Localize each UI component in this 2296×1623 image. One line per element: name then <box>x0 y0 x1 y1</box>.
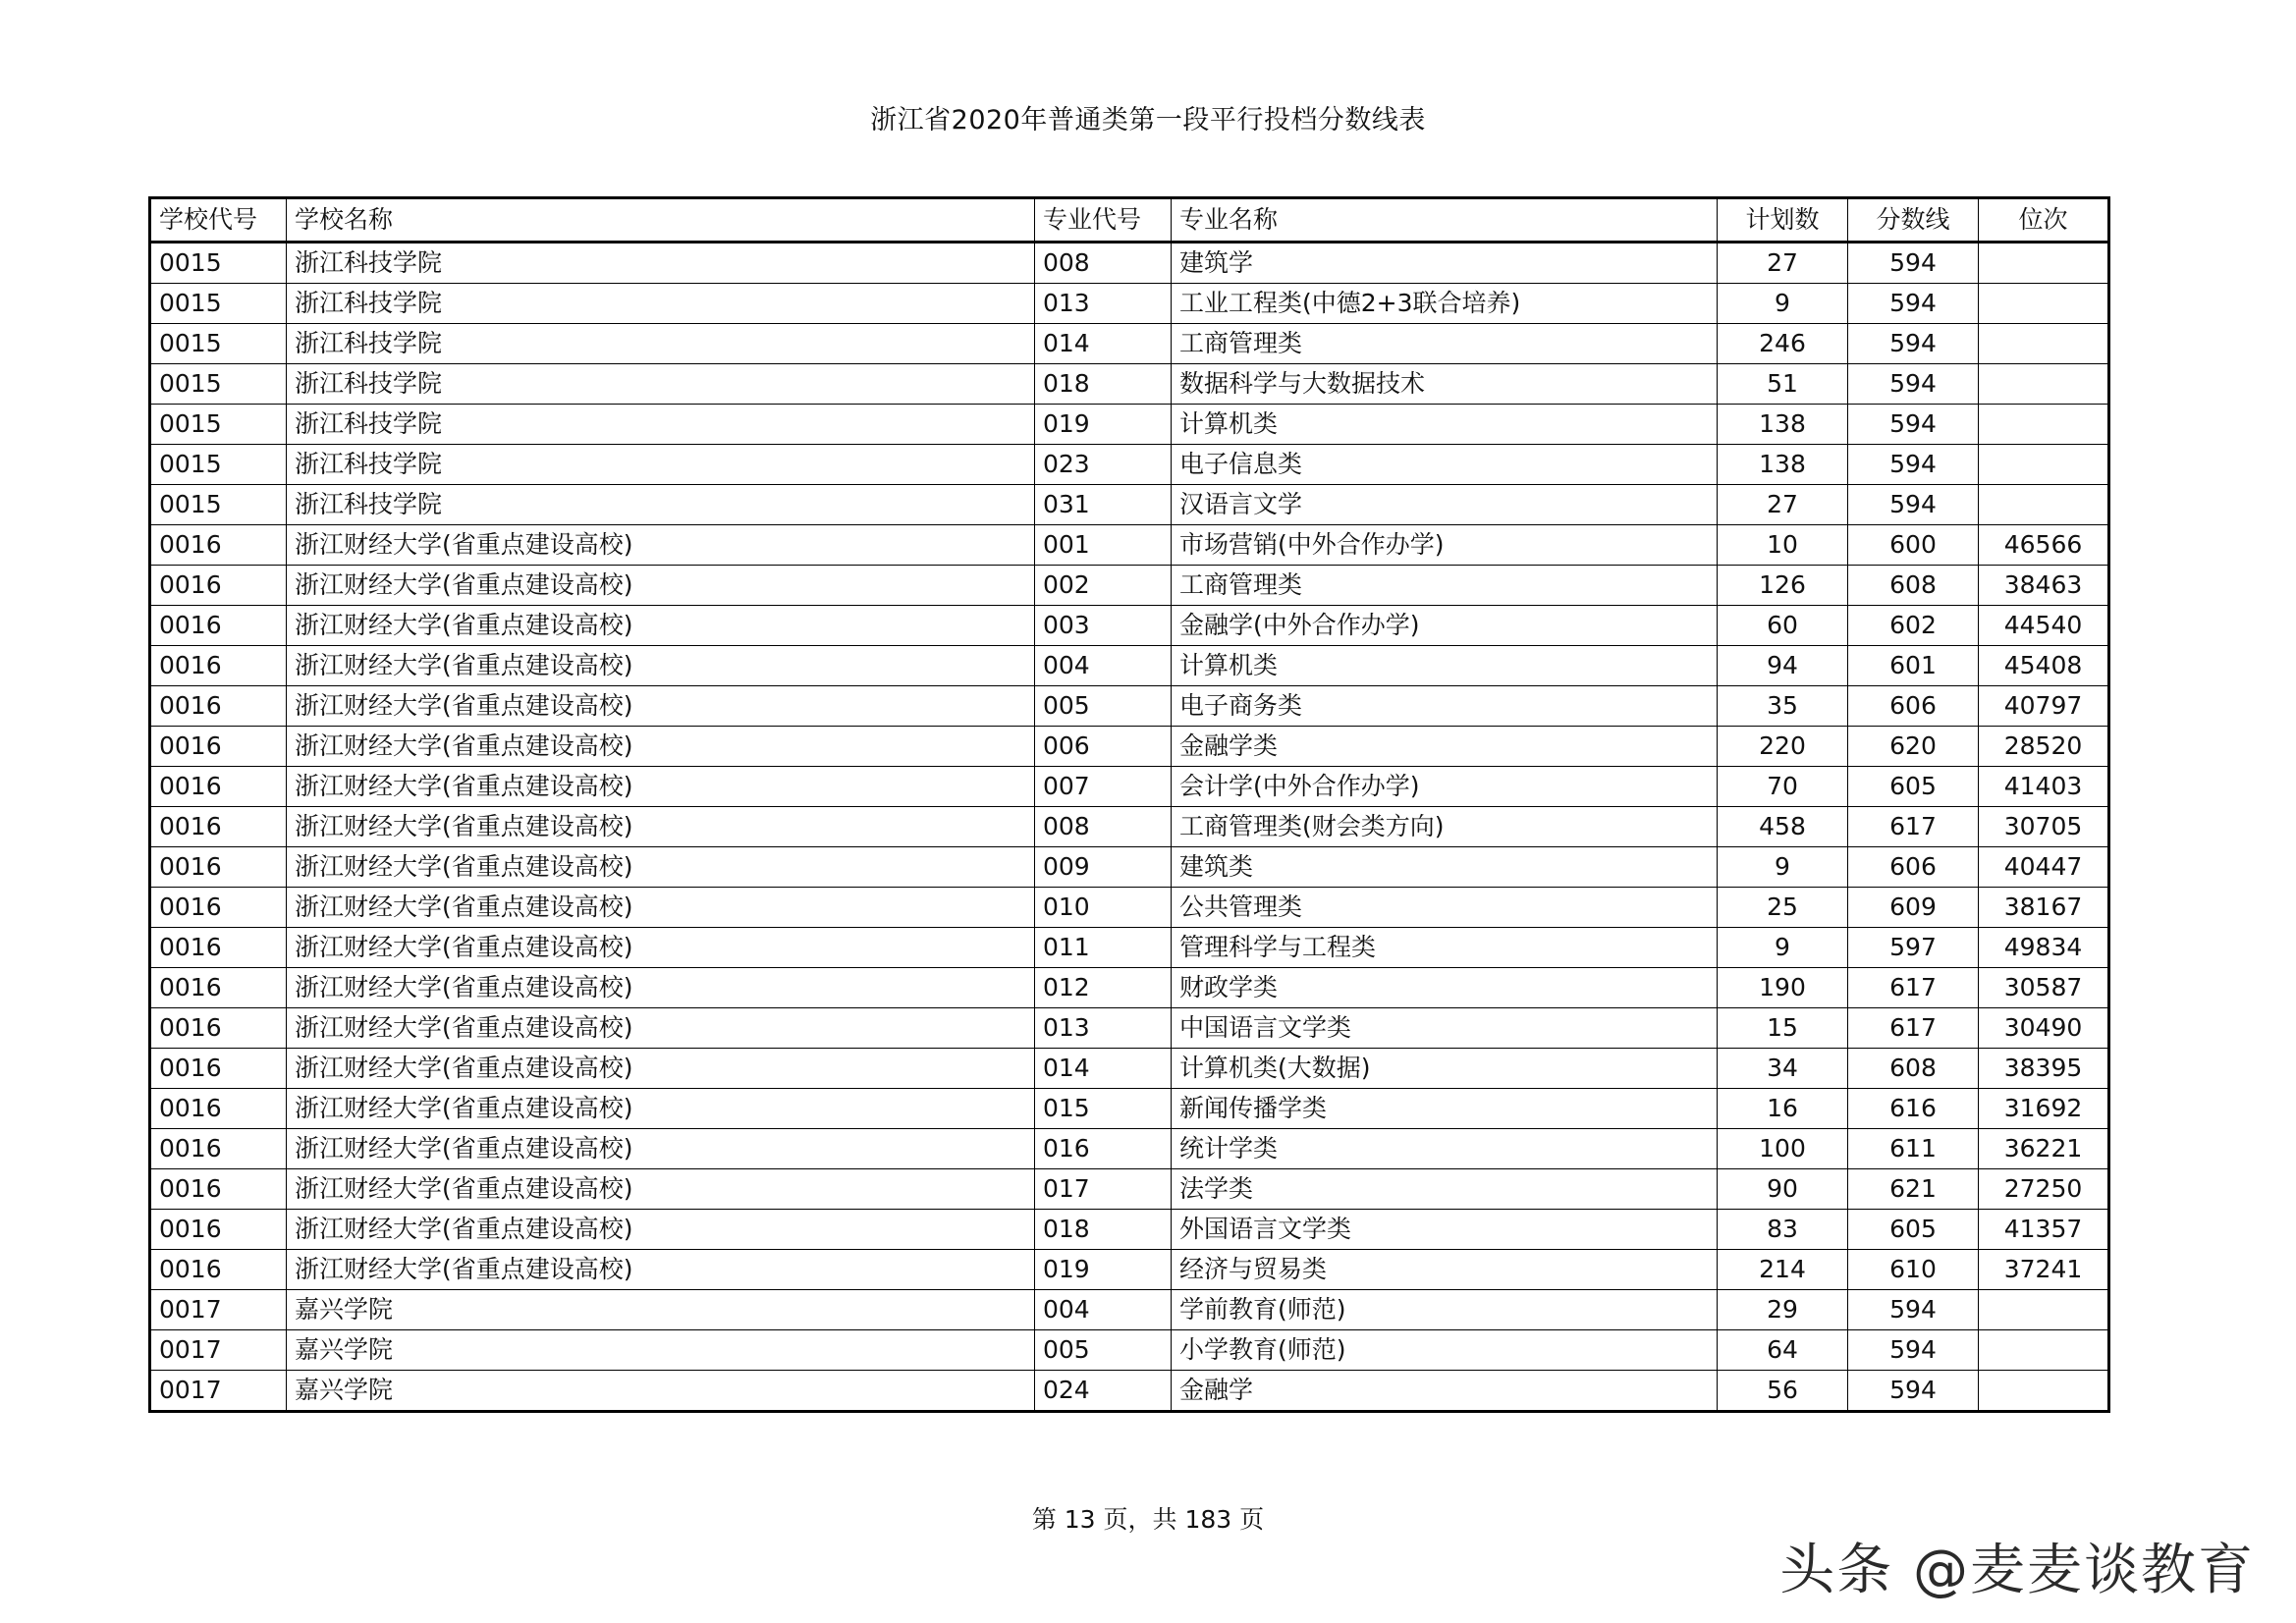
school-name-cell: 浙江科技学院 <box>287 485 1035 525</box>
major-code-cell: 014 <box>1035 1049 1172 1089</box>
school-code-cell: 0016 <box>150 767 287 807</box>
score-line-cell: 600 <box>1848 525 1979 566</box>
school-name-cell: 浙江财经大学(省重点建设高校) <box>287 1210 1035 1250</box>
school-name-cell: 浙江财经大学(省重点建设高校) <box>287 525 1035 566</box>
score-line-cell: 594 <box>1848 485 1979 525</box>
school-code-cell: 0015 <box>150 243 287 284</box>
rank-cell: 30705 <box>1979 807 2109 847</box>
plan-count-cell: 27 <box>1718 485 1848 525</box>
table-row <box>150 485 2109 525</box>
school-code-cell: 0016 <box>150 727 287 767</box>
rank-cell: 49834 <box>1979 928 2109 968</box>
rank-cell: 41357 <box>1979 1210 2109 1250</box>
major-name-cell: 金融学类 <box>1172 727 1718 767</box>
plan-count-cell: 9 <box>1718 847 1848 888</box>
major-code-cell: 007 <box>1035 767 1172 807</box>
col-plan-count-header: 计划数 <box>1718 198 1848 243</box>
major-code-cell: 024 <box>1035 1371 1172 1412</box>
major-code-cell: 031 <box>1035 485 1172 525</box>
school-name-cell: 浙江科技学院 <box>287 364 1035 405</box>
major-name-cell: 金融学 <box>1172 1371 1718 1412</box>
table-row <box>150 847 2109 888</box>
rank-cell <box>1979 1330 2109 1371</box>
table-row <box>150 1290 2109 1330</box>
major-code-cell: 010 <box>1035 888 1172 928</box>
plan-count-cell: 27 <box>1718 243 1848 284</box>
major-code-cell: 013 <box>1035 284 1172 324</box>
score-line-cell: 594 <box>1848 1371 1979 1412</box>
table-row <box>150 1008 2109 1049</box>
rank-cell: 28520 <box>1979 727 2109 767</box>
school-code-cell: 0016 <box>150 566 287 606</box>
score-line-cell: 616 <box>1848 1089 1979 1129</box>
plan-count-cell: 16 <box>1718 1089 1848 1129</box>
score-line-cell: 606 <box>1848 686 1979 727</box>
score-line-cell: 617 <box>1848 968 1979 1008</box>
rank-cell <box>1979 1290 2109 1330</box>
school-code-cell: 0017 <box>150 1290 287 1330</box>
school-code-cell: 0016 <box>150 1169 287 1210</box>
page-title: 浙江省2020年普通类第一段平行投档分数线表 <box>870 105 1426 135</box>
score-line-cell: 608 <box>1848 1049 1979 1089</box>
school-code-cell: 0016 <box>150 606 287 646</box>
school-code-cell: 0016 <box>150 968 287 1008</box>
plan-count-cell: 9 <box>1718 284 1848 324</box>
rank-cell <box>1979 243 2109 284</box>
table-row <box>150 1089 2109 1129</box>
table-row <box>150 243 2109 284</box>
plan-count-cell: 60 <box>1718 606 1848 646</box>
major-name-cell: 中国语言文学类 <box>1172 1008 1718 1049</box>
rank-cell: 40447 <box>1979 847 2109 888</box>
major-name-cell: 汉语言文学 <box>1172 485 1718 525</box>
plan-count-cell: 100 <box>1718 1129 1848 1169</box>
table-row <box>150 727 2109 767</box>
school-code-cell: 0016 <box>150 847 287 888</box>
school-code-cell: 0015 <box>150 364 287 405</box>
score-line-cell: 602 <box>1848 606 1979 646</box>
rank-cell: 44540 <box>1979 606 2109 646</box>
school-name-cell: 浙江科技学院 <box>287 243 1035 284</box>
table-row <box>150 445 2109 485</box>
school-code-cell: 0016 <box>150 525 287 566</box>
rank-cell: 31692 <box>1979 1089 2109 1129</box>
watermark: 头条 @麦麦谈教育 <box>1779 1539 2255 1602</box>
rank-cell <box>1979 445 2109 485</box>
table-body <box>150 243 2109 1412</box>
plan-count-cell: 458 <box>1718 807 1848 847</box>
score-line-cell: 617 <box>1848 807 1979 847</box>
col-school-name-header: 学校名称 <box>287 198 1035 243</box>
rank-cell <box>1979 1371 2109 1412</box>
table-row <box>150 284 2109 324</box>
rank-cell: 41403 <box>1979 767 2109 807</box>
plan-count-cell: 126 <box>1718 566 1848 606</box>
plan-count-cell: 90 <box>1718 1169 1848 1210</box>
plan-count-cell: 138 <box>1718 445 1848 485</box>
rank-cell <box>1979 485 2109 525</box>
col-major-name-header: 专业名称 <box>1172 198 1718 243</box>
score-line-cell: 620 <box>1848 727 1979 767</box>
table-row <box>150 525 2109 566</box>
table-row <box>150 405 2109 445</box>
plan-count-cell: 35 <box>1718 686 1848 727</box>
score-line-cell: 605 <box>1848 767 1979 807</box>
school-name-cell: 浙江财经大学(省重点建设高校) <box>287 566 1035 606</box>
major-code-cell: 008 <box>1035 807 1172 847</box>
table-row <box>150 767 2109 807</box>
rank-cell <box>1979 324 2109 364</box>
school-code-cell: 0016 <box>150 646 287 686</box>
school-code-cell: 0015 <box>150 284 287 324</box>
plan-count-cell: 70 <box>1718 767 1848 807</box>
school-name-cell: 浙江财经大学(省重点建设高校) <box>287 1089 1035 1129</box>
major-code-cell: 005 <box>1035 686 1172 727</box>
major-code-cell: 002 <box>1035 566 1172 606</box>
major-code-cell: 008 <box>1035 243 1172 284</box>
school-name-cell: 浙江科技学院 <box>287 405 1035 445</box>
rank-cell <box>1979 284 2109 324</box>
score-line-cell: 594 <box>1848 364 1979 405</box>
major-code-cell: 016 <box>1035 1129 1172 1169</box>
table-row <box>150 928 2109 968</box>
table-row <box>150 1250 2109 1290</box>
major-name-cell: 数据科学与大数据技术 <box>1172 364 1718 405</box>
school-name-cell: 浙江科技学院 <box>287 445 1035 485</box>
page-footer: 第 13 页，共 183 页 <box>1031 1505 1265 1534</box>
score-table <box>148 196 2110 1413</box>
major-name-cell: 电子商务类 <box>1172 686 1718 727</box>
score-line-cell: 606 <box>1848 847 1979 888</box>
major-name-cell: 计算机类 <box>1172 405 1718 445</box>
plan-count-cell: 83 <box>1718 1210 1848 1250</box>
rank-cell: 30490 <box>1979 1008 2109 1049</box>
rank-cell: 38167 <box>1979 888 2109 928</box>
school-code-cell: 0016 <box>150 888 287 928</box>
major-name-cell: 财政学类 <box>1172 968 1718 1008</box>
school-name-cell: 浙江财经大学(省重点建设高校) <box>287 1008 1035 1049</box>
school-name-cell: 嘉兴学院 <box>287 1290 1035 1330</box>
score-line-cell: 594 <box>1848 284 1979 324</box>
major-code-cell: 014 <box>1035 324 1172 364</box>
plan-count-cell: 10 <box>1718 525 1848 566</box>
major-name-cell: 计算机类(大数据) <box>1172 1049 1718 1089</box>
table-row <box>150 606 2109 646</box>
score-line-cell: 594 <box>1848 243 1979 284</box>
table-row <box>150 1049 2109 1089</box>
rank-cell: 36221 <box>1979 1129 2109 1169</box>
school-name-cell: 浙江财经大学(省重点建设高校) <box>287 646 1035 686</box>
plan-count-cell: 138 <box>1718 405 1848 445</box>
school-name-cell: 浙江财经大学(省重点建设高校) <box>287 727 1035 767</box>
school-name-cell: 浙江财经大学(省重点建设高校) <box>287 1169 1035 1210</box>
table-row <box>150 1169 2109 1210</box>
plan-count-cell: 246 <box>1718 324 1848 364</box>
major-code-cell: 015 <box>1035 1089 1172 1129</box>
school-name-cell: 浙江财经大学(省重点建设高校) <box>287 767 1035 807</box>
major-name-cell: 小学教育(师范) <box>1172 1330 1718 1371</box>
table-row <box>150 1371 2109 1412</box>
table-row <box>150 364 2109 405</box>
school-name-cell: 嘉兴学院 <box>287 1371 1035 1412</box>
table-row <box>150 888 2109 928</box>
school-code-cell: 0016 <box>150 686 287 727</box>
score-line-cell: 610 <box>1848 1250 1979 1290</box>
rank-cell <box>1979 405 2109 445</box>
score-line-cell: 594 <box>1848 324 1979 364</box>
school-code-cell: 0016 <box>150 1250 287 1290</box>
major-name-cell: 学前教育(师范) <box>1172 1290 1718 1330</box>
major-code-cell: 018 <box>1035 1210 1172 1250</box>
major-code-cell: 013 <box>1035 1008 1172 1049</box>
major-name-cell: 统计学类 <box>1172 1129 1718 1169</box>
major-name-cell: 工商管理类 <box>1172 324 1718 364</box>
school-code-cell: 0016 <box>150 1129 287 1169</box>
table-row <box>150 968 2109 1008</box>
major-name-cell: 新闻传播学类 <box>1172 1089 1718 1129</box>
plan-count-cell: 9 <box>1718 928 1848 968</box>
major-name-cell: 经济与贸易类 <box>1172 1250 1718 1290</box>
school-name-cell: 嘉兴学院 <box>287 1330 1035 1371</box>
major-name-cell: 外国语言文学类 <box>1172 1210 1718 1250</box>
table-row <box>150 646 2109 686</box>
major-name-cell: 管理科学与工程类 <box>1172 928 1718 968</box>
score-line-cell: 608 <box>1848 566 1979 606</box>
rank-cell <box>1979 364 2109 405</box>
major-name-cell: 计算机类 <box>1172 646 1718 686</box>
score-line-cell: 597 <box>1848 928 1979 968</box>
major-code-cell: 019 <box>1035 1250 1172 1290</box>
school-code-cell: 0016 <box>150 1049 287 1089</box>
major-name-cell: 会计学(中外合作办学) <box>1172 767 1718 807</box>
major-name-cell: 金融学(中外合作办学) <box>1172 606 1718 646</box>
school-code-cell: 0016 <box>150 1089 287 1129</box>
school-name-cell: 浙江财经大学(省重点建设高校) <box>287 847 1035 888</box>
school-name-cell: 浙江财经大学(省重点建设高校) <box>287 606 1035 646</box>
score-line-cell: 594 <box>1848 405 1979 445</box>
plan-count-cell: 190 <box>1718 968 1848 1008</box>
major-code-cell: 018 <box>1035 364 1172 405</box>
school-name-cell: 浙江财经大学(省重点建设高校) <box>287 686 1035 727</box>
score-line-cell: 617 <box>1848 1008 1979 1049</box>
col-major-code-header: 专业代号 <box>1035 198 1172 243</box>
score-line-cell: 609 <box>1848 888 1979 928</box>
school-code-cell: 0016 <box>150 1008 287 1049</box>
major-code-cell: 004 <box>1035 646 1172 686</box>
rank-cell: 27250 <box>1979 1169 2109 1210</box>
rank-cell: 38463 <box>1979 566 2109 606</box>
major-code-cell: 003 <box>1035 606 1172 646</box>
table-header <box>150 198 2109 243</box>
school-name-cell: 浙江财经大学(省重点建设高校) <box>287 1049 1035 1089</box>
plan-count-cell: 25 <box>1718 888 1848 928</box>
col-rank-header: 位次 <box>1979 198 2109 243</box>
table-row <box>150 807 2109 847</box>
major-name-cell: 电子信息类 <box>1172 445 1718 485</box>
school-code-cell: 0016 <box>150 1210 287 1250</box>
score-line-cell: 611 <box>1848 1129 1979 1169</box>
school-code-cell: 0016 <box>150 807 287 847</box>
plan-count-cell: 51 <box>1718 364 1848 405</box>
major-code-cell: 004 <box>1035 1290 1172 1330</box>
score-line-cell: 621 <box>1848 1169 1979 1210</box>
rank-cell: 30587 <box>1979 968 2109 1008</box>
plan-count-cell: 29 <box>1718 1290 1848 1330</box>
school-name-cell: 浙江财经大学(省重点建设高校) <box>287 968 1035 1008</box>
score-line-cell: 594 <box>1848 1290 1979 1330</box>
rank-cell: 38395 <box>1979 1049 2109 1089</box>
col-score-line-header: 分数线 <box>1848 198 1979 243</box>
table-row <box>150 686 2109 727</box>
plan-count-cell: 15 <box>1718 1008 1848 1049</box>
major-code-cell: 001 <box>1035 525 1172 566</box>
school-name-cell: 浙江科技学院 <box>287 324 1035 364</box>
plan-count-cell: 64 <box>1718 1330 1848 1371</box>
major-code-cell: 005 <box>1035 1330 1172 1371</box>
rank-cell: 45408 <box>1979 646 2109 686</box>
major-name-cell: 公共管理类 <box>1172 888 1718 928</box>
table-row <box>150 1129 2109 1169</box>
plan-count-cell: 94 <box>1718 646 1848 686</box>
table-row <box>150 1330 2109 1371</box>
major-name-cell: 工商管理类(财会类方向) <box>1172 807 1718 847</box>
major-code-cell: 017 <box>1035 1169 1172 1210</box>
major-code-cell: 009 <box>1035 847 1172 888</box>
school-code-cell: 0015 <box>150 324 287 364</box>
school-code-cell: 0015 <box>150 405 287 445</box>
plan-count-cell: 56 <box>1718 1371 1848 1412</box>
school-code-cell: 0015 <box>150 445 287 485</box>
school-name-cell: 浙江财经大学(省重点建设高校) <box>287 1250 1035 1290</box>
school-code-cell: 0015 <box>150 485 287 525</box>
table-row <box>150 566 2109 606</box>
col-school-code-header: 学校代号 <box>150 198 287 243</box>
major-name-cell: 市场营销(中外合作办学) <box>1172 525 1718 566</box>
school-name-cell: 浙江财经大学(省重点建设高校) <box>287 928 1035 968</box>
major-code-cell: 012 <box>1035 968 1172 1008</box>
rank-cell: 46566 <box>1979 525 2109 566</box>
school-code-cell: 0017 <box>150 1371 287 1412</box>
major-name-cell: 建筑学 <box>1172 243 1718 284</box>
school-name-cell: 浙江财经大学(省重点建设高校) <box>287 888 1035 928</box>
plan-count-cell: 220 <box>1718 727 1848 767</box>
school-name-cell: 浙江科技学院 <box>287 284 1035 324</box>
score-line-cell: 594 <box>1848 445 1979 485</box>
school-code-cell: 0016 <box>150 928 287 968</box>
score-line-cell: 605 <box>1848 1210 1979 1250</box>
school-code-cell: 0017 <box>150 1330 287 1371</box>
major-code-cell: 023 <box>1035 445 1172 485</box>
major-code-cell: 006 <box>1035 727 1172 767</box>
table-row <box>150 1210 2109 1250</box>
major-name-cell: 工商管理类 <box>1172 566 1718 606</box>
major-code-cell: 019 <box>1035 405 1172 445</box>
score-line-cell: 594 <box>1848 1330 1979 1371</box>
school-name-cell: 浙江财经大学(省重点建设高校) <box>287 1129 1035 1169</box>
score-line-cell: 601 <box>1848 646 1979 686</box>
school-name-cell: 浙江财经大学(省重点建设高校) <box>287 807 1035 847</box>
table-row <box>150 324 2109 364</box>
major-name-cell: 工业工程类(中德2+3联合培养) <box>1172 284 1718 324</box>
major-name-cell: 建筑类 <box>1172 847 1718 888</box>
major-name-cell: 法学类 <box>1172 1169 1718 1210</box>
plan-count-cell: 214 <box>1718 1250 1848 1290</box>
rank-cell: 37241 <box>1979 1250 2109 1290</box>
rank-cell: 40797 <box>1979 686 2109 727</box>
plan-count-cell: 34 <box>1718 1049 1848 1089</box>
major-code-cell: 011 <box>1035 928 1172 968</box>
